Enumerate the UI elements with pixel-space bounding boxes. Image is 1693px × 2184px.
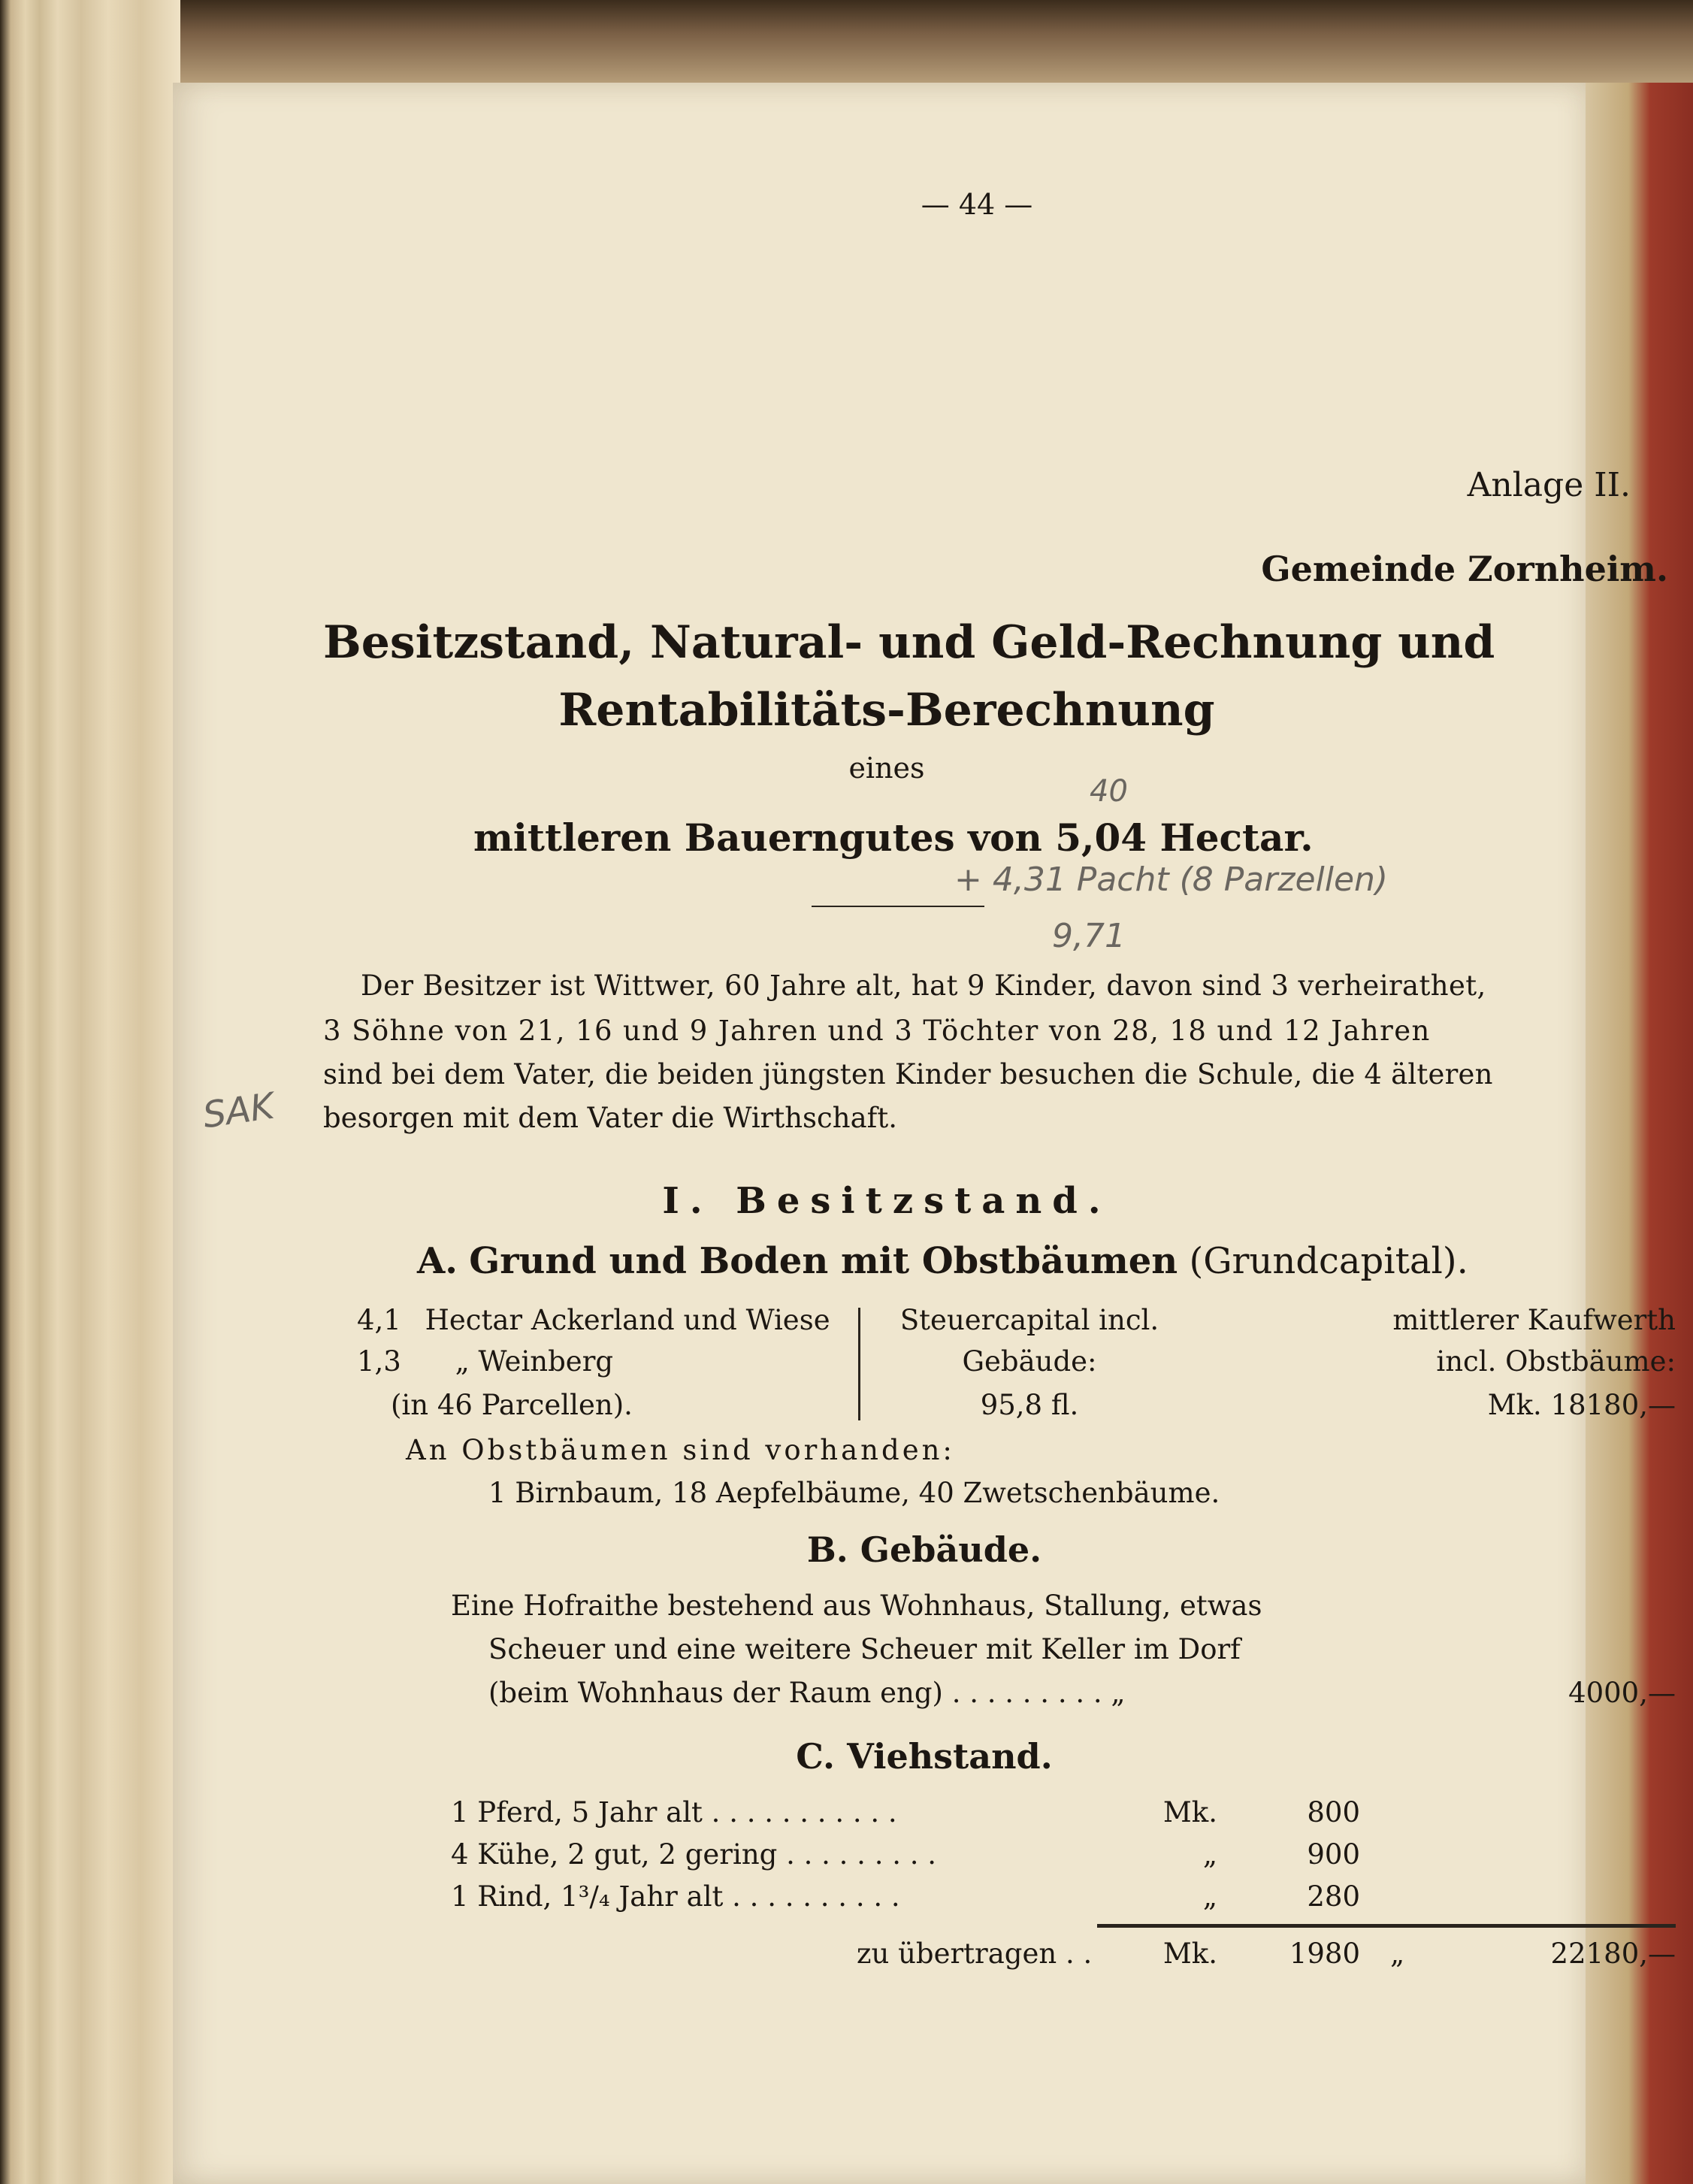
page-number: — 44 — (921, 188, 1033, 221)
carry-label: zu übertragen . . (857, 1937, 1093, 1970)
carry-value-2: 22180,— (1550, 1937, 1676, 1970)
land-text: Hectar Ackerland und Wiese (425, 1304, 830, 1336)
vieh-row-3-value: 280 (1307, 1880, 1360, 1913)
steuer-line-2: Gebäude: (962, 1345, 1097, 1378)
book-right-edge (1586, 83, 1693, 2184)
vieh-row-3-item: 1 Rind, 1³/₄ Jahr alt . . . . . . . . . . (451, 1880, 900, 1913)
handwritten-40: 40 (1090, 774, 1128, 809)
section-a-paren: (Grundcapital). (1189, 1240, 1468, 1282)
handwritten-margin-note: SAK (200, 1084, 277, 1137)
carry-ditto: „ (1390, 1937, 1405, 1970)
title-line-1: Besitzstand, Natural- und Geld-Rechnung und (323, 616, 1495, 669)
obst-items: 1 Birnbaum, 18 Aepfelbäume, 40 Zwetschenbäume. (488, 1477, 1220, 1509)
intro-line-1: Der Besitzer ist Wittwer, 60 Jahre alt, hat 9 Kinder, davon sind 3 verheirathet, (361, 969, 1486, 1002)
section-a-label: A. (417, 1240, 458, 1282)
sum-rule (1097, 1924, 1676, 1928)
carry-value-1: 1980 (1289, 1937, 1360, 1970)
steuer-line-1: Steuercapital incl. (899, 1304, 1159, 1336)
gebaeude-value: 4000,— (1568, 1677, 1676, 1709)
land-row-2 (357, 1345, 613, 1378)
intro-line-3: sind bei dem Vater, die beiden jüngsten Kinder besuchen die Schule, die 4 älteren (323, 1058, 1493, 1090)
obst-label: An Obstbäumen sind vorhanden: (406, 1434, 955, 1466)
title-line-4: mittleren Bauerngutes von 5,04 Hectar. (473, 815, 1314, 860)
vieh-row-2-item: 4 Kühe, 2 gut, 2 gering . . . . . . . . . (451, 1838, 937, 1871)
title-line-2: Rentabilitäts-Berechnung (558, 684, 1215, 737)
vieh-row-3-unit: „ (1202, 1880, 1217, 1913)
land-row-3: (in 46 Parcellen). (391, 1389, 633, 1421)
vieh-row-1-value: 800 (1307, 1796, 1360, 1829)
gebaeude-line-3: (beim Wohnhaus der Raum eng) . . . . . . . . . „ (488, 1677, 1126, 1709)
intro-line-2: 3 Söhne von 21, 16 und 9 Jahren und 3 Töchter von 28, 18 und 12 Jahren (323, 1015, 1431, 1047)
book-top-edge (0, 0, 1693, 83)
land-amount: 4,1 (357, 1304, 401, 1336)
kauf-line-2: incl. Obstbäume: (1436, 1345, 1676, 1378)
vieh-row-2-unit: „ (1202, 1838, 1217, 1871)
land-amount: 1,3 (357, 1345, 401, 1378)
section-a-title: Grund und Boden mit Obstbäumen (469, 1240, 1178, 1282)
vieh-row-1-item: 1 Pferd, 5 Jahr alt . . . . . . . . . . . (451, 1796, 897, 1829)
intro-line-4: besorgen mit dem Vater die Wirthschaft. (323, 1102, 897, 1134)
gebaeude-line-2: Scheuer und eine weitere Scheuer mit Keller im Dorf (488, 1633, 1241, 1665)
handwritten-sum: 9,71 (1052, 917, 1126, 955)
steuer-value: 95,8 fl. (980, 1389, 1079, 1421)
kauf-line-1: mittlerer Kaufwerth (1392, 1304, 1676, 1336)
book-left-page-edges (0, 0, 180, 2184)
section-c-heading: C. Viehstand. (796, 1736, 1053, 1777)
vieh-row-2-value: 900 (1307, 1838, 1360, 1871)
gebaeude-line-1: Eine Hofraithe bestehend aus Wohnhaus, Stallung, etwas (451, 1590, 1262, 1622)
gemeinde-heading: Gemeinde Zornheim. (1261, 549, 1668, 589)
section-b-heading: B. Gebäude. (806, 1529, 1042, 1570)
book-page (173, 83, 1676, 2184)
land-row-1 (357, 1304, 830, 1336)
kauf-value: Mk. 18180,— (1487, 1389, 1676, 1421)
vieh-row-1-unit: Mk. (1162, 1796, 1217, 1829)
land-text: „ Weinberg (455, 1345, 614, 1378)
land-brace (849, 1308, 860, 1420)
title-rule (812, 906, 984, 907)
handwritten-pacht-note: + 4,31 Pacht (8 Parzellen) (954, 861, 1389, 899)
carry-unit: Mk. (1162, 1937, 1217, 1970)
anlage-label: Anlage II. (1467, 466, 1631, 504)
title-line-3: eines (848, 752, 925, 785)
section-1-heading: I. Besitzstand. (662, 1180, 1111, 1222)
section-a-heading (417, 1240, 1468, 1282)
